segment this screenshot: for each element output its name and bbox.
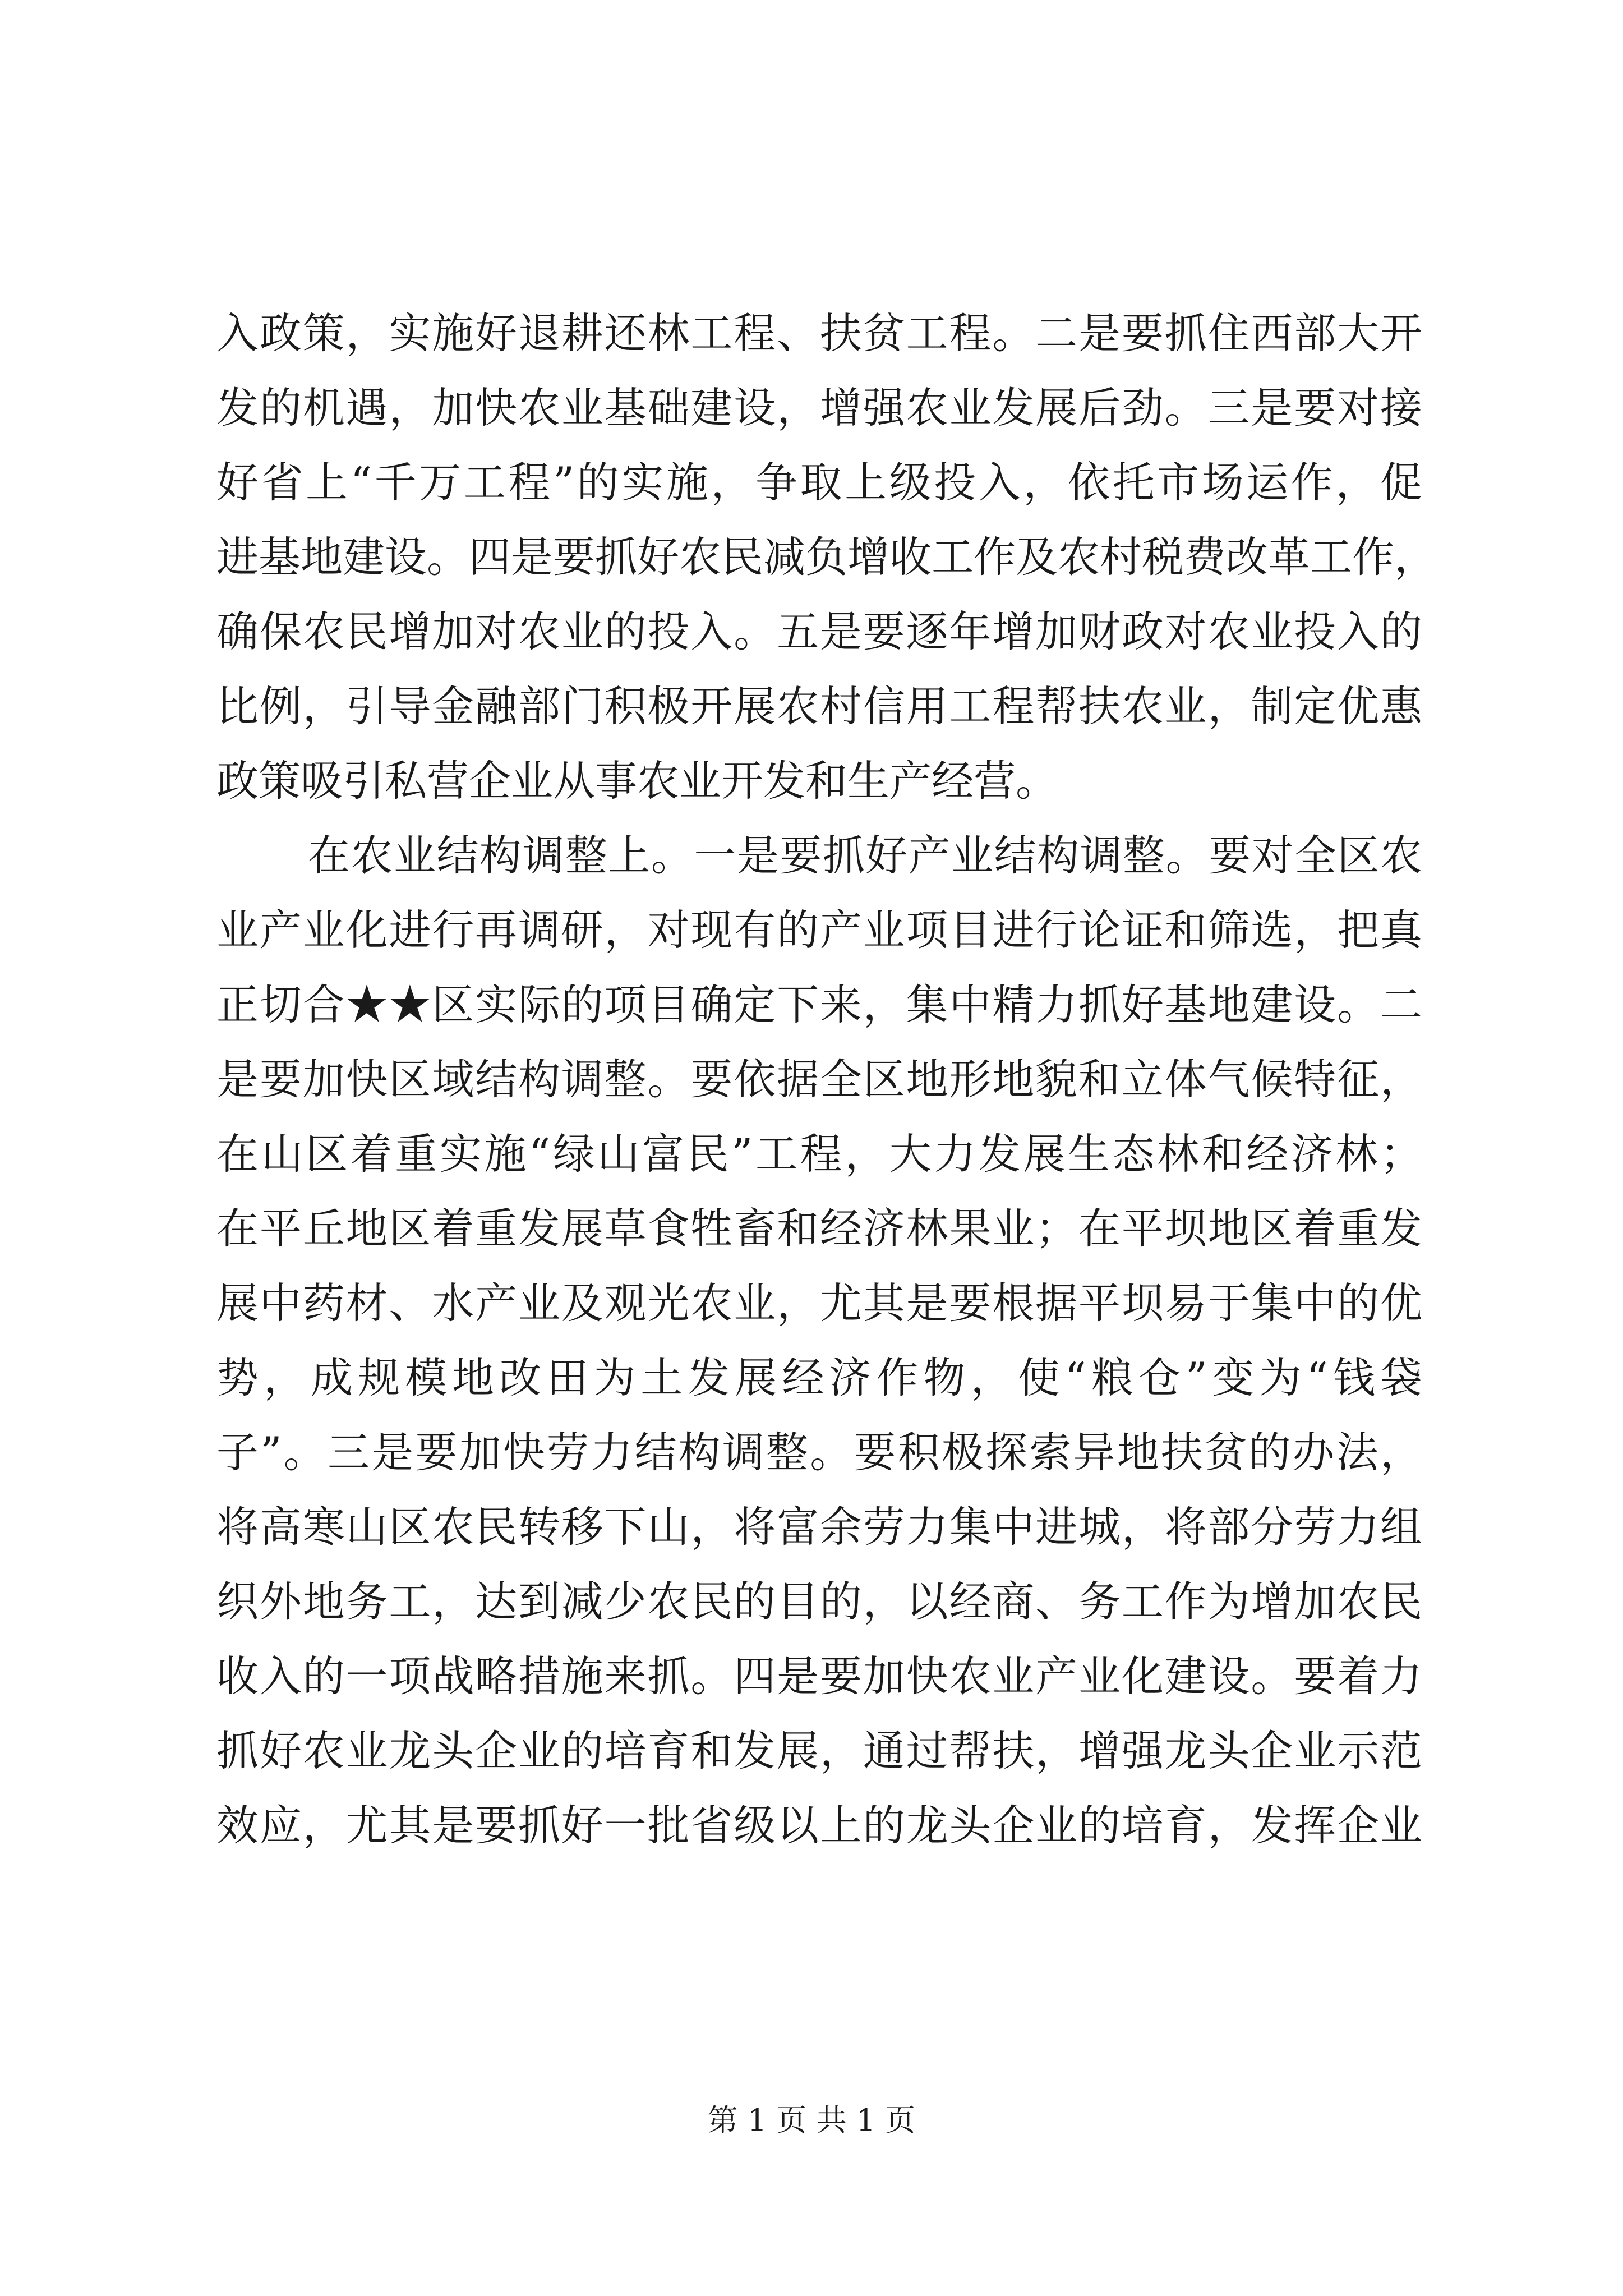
text-line: 将高寒山区农民转移下山，将富余劳力集中进城，将部分劳力组: [216, 1502, 1422, 1552]
text-line: 抓好农业龙头企业的培育和发展，通过帮扶，增强龙头企业示范: [216, 1726, 1422, 1775]
text-line: 正切合★★区实际的项目确定下来，集中精力抓好基地建设。二: [216, 980, 1422, 1029]
text-line: 在平丘地区着重发展草食牲畜和经济林果业；在平坝地区着重发: [216, 1204, 1422, 1253]
text-line: 收入的一项战略措施来抓。四是要加快农业产业化建设。要着力: [216, 1651, 1422, 1701]
text-line: 入政策，实施好退耕还林工程、扶贫工程。二是要抓住西部大开: [216, 309, 1422, 358]
text-line: 织外地务工，达到减少农民的目的，以经商、务工作为增加农民: [216, 1577, 1422, 1626]
text-line: 业产业化进行再调研，对现有的产业项目进行论证和筛选，把真: [216, 905, 1422, 955]
text-line: 比例，引导金融部门积极开展农村信用工程帮扶农业，制定优惠: [216, 682, 1422, 731]
text-line: 是要加快区域结构调整。要依据全区地形地貌和立体气候特征，: [216, 1055, 1422, 1104]
page-footer: 第 1 页 共 1 页: [707, 2102, 916, 2138]
document-body: [216, 296, 1437, 1863]
text-line: 进基地建设。四是要抓好农民减负增收工作及农村税费改革工作，: [216, 532, 1437, 582]
text-line: 势，成规模地改田为土发展经济作物，使“粮仓”变为“钱袋: [216, 1353, 1422, 1402]
text-line: 在农业结构调整上。一是要抓好产业结构调整。要对全区农: [308, 831, 1422, 880]
text-line: 展中药材、水产业及观光农业，尤其是要根据平坝易于集中的优: [216, 1278, 1422, 1328]
text-line: 效应，尤其是要抓好一批省级以上的龙头企业的培育，发挥企业: [216, 1801, 1422, 1850]
text-line: 在山区着重实施“绿山富民”工程，大力发展生态林和经济林；: [216, 1129, 1422, 1179]
text-line: 子”。三是要加快劳力结构调整。要积极探索异地扶贫的办法，: [216, 1428, 1422, 1477]
text-line: 政策吸引私营企业从事农业开发和生产经营。: [216, 756, 1058, 806]
text-line: 好省上“千万工程”的实施，争取上级投入，依托市场运作，促: [216, 458, 1422, 507]
text-line: 确保农民增加对农业的投入。五是要逐年增加财政对农业投入的: [216, 607, 1422, 656]
text-line: 发的机遇，加快农业基础建设，增强农业发展后劲。三是要对接: [216, 383, 1422, 432]
